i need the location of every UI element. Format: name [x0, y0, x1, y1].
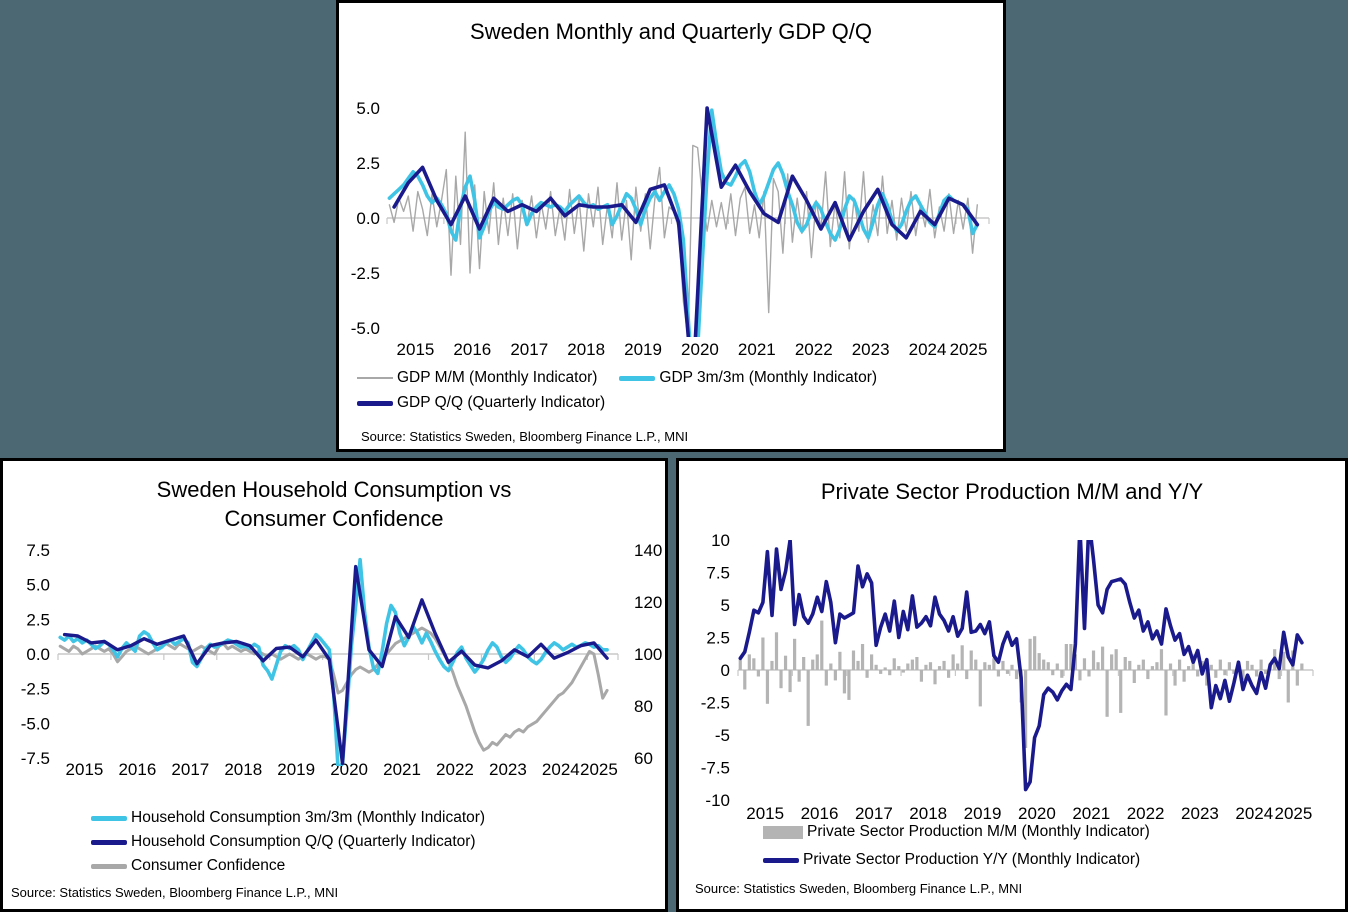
- y-axis-label: -5: [714, 726, 730, 745]
- household-chart-title: [3, 475, 665, 533]
- legend-label: Consumer Confidence: [131, 857, 286, 874]
- psp-mm-bars-bar: [1096, 662, 1099, 670]
- x-axis-label: 2016: [453, 340, 492, 359]
- production-source-note: Source: Statistics Sweden, Bloomberg Finance L.P., MNI: [695, 881, 1023, 896]
- psp-mm-bars-bar: [961, 645, 964, 670]
- psp-mm-bars-bar: [1033, 636, 1036, 670]
- legend-row: [763, 851, 1150, 869]
- y-axis-label: 2.5: [356, 154, 380, 173]
- x-axis-label: 2021: [1072, 804, 1111, 823]
- y-axis-right-label: 120: [634, 593, 663, 612]
- gdp-chart-legend: [357, 369, 877, 419]
- psp-mm-bars-bar: [1083, 658, 1086, 670]
- legend-label: GDP Q/Q (Quarterly Indicator): [397, 394, 606, 411]
- psp-mm-bars-bar: [1029, 639, 1032, 670]
- x-axis-label: 2017: [854, 804, 893, 823]
- psp-mm-bars-bar: [1160, 649, 1163, 670]
- psp-mm-bars-bar: [811, 660, 814, 670]
- psp-mm-bars-bar: [988, 665, 991, 670]
- psp-mm-bars-bar: [983, 662, 986, 670]
- psp-mm-bars-bar: [807, 670, 810, 726]
- psp-mm-bars-bar: [1119, 670, 1122, 713]
- psp-mm-bars-bar: [1196, 670, 1199, 677]
- psp-mm-bars-bar: [888, 670, 891, 675]
- psp-mm-bars-bar: [775, 632, 778, 670]
- legend-item-hc-3m3m: [91, 809, 485, 827]
- y-axis-label: -7.5: [700, 758, 730, 778]
- psp-mm-bars-bar: [893, 658, 896, 670]
- gdp-chart-title-text: Sweden Monthly and Quarterly GDP Q/Q: [470, 19, 872, 44]
- psp-mm-bars-bar: [1001, 661, 1004, 670]
- psp-mm-bars-bar: [970, 651, 973, 671]
- psp-mm-bars-bar: [1210, 665, 1213, 670]
- psp-mm-bars-bar: [852, 651, 855, 671]
- psp-mm-bars-bar: [748, 654, 751, 670]
- gdp-source-note: Source: Statistics Sweden, Bloomberg Finance L.P., MNI: [361, 429, 689, 444]
- gdp-3m3m-legend-swatch: [619, 376, 655, 381]
- psp-mm-bars-bar: [798, 670, 801, 682]
- psp-mm-bars-bar: [1056, 664, 1059, 671]
- consumer-confidence-legend-swatch: [91, 864, 127, 869]
- psp-mm-bars-bar: [1178, 660, 1181, 670]
- psp-mm-bars-bar: [1300, 664, 1303, 671]
- x-axis-label: 2024: [908, 340, 947, 359]
- psp-mm-bars-bar: [956, 664, 959, 671]
- y-axis-label: 7.5: [26, 541, 50, 560]
- psp-mm-bars-bar: [834, 670, 837, 680]
- legend-label: Private Sector Production M/M (Monthly Indicator): [807, 823, 1150, 840]
- household-chart-legend: [91, 809, 485, 875]
- psp-mm-bars-bar: [816, 654, 819, 670]
- legend-row: [91, 809, 485, 827]
- y-axis-label: 0.0: [356, 209, 380, 228]
- psp-mm-bars-bar: [1124, 657, 1127, 670]
- legend-label: Household Consumption Q/Q (Quarterly Indicator): [131, 833, 476, 850]
- y-axis-label: -2.5: [20, 679, 50, 699]
- y-axis-label: 2.5: [706, 628, 730, 648]
- psp-mm-bars-bar: [911, 660, 914, 670]
- legend-row: [91, 833, 485, 851]
- psp-mm-bars-bar: [965, 670, 968, 679]
- psp-mm-bars-bar: [1128, 661, 1131, 670]
- x-axis-label: 2025: [1274, 804, 1313, 823]
- psp-mm-bars-bar: [1296, 670, 1299, 686]
- psp-mm-bars-bar: [1051, 670, 1054, 675]
- legend-item-psp-yy: [763, 851, 1140, 869]
- psp-mm-bars-bar: [843, 670, 846, 693]
- psp-mm-bars-bar: [802, 657, 805, 670]
- psp-mm-bars-bar: [1183, 670, 1186, 682]
- legend-item-consumer-confidence: [91, 857, 285, 875]
- x-axis-label: 2017: [171, 760, 210, 779]
- psp-mm-bars-bar: [1146, 670, 1149, 679]
- psp-mm-bars-bar: [1092, 651, 1095, 671]
- y-axis-label: -2.5: [350, 264, 380, 283]
- psp-mm-bars-bar: [906, 664, 909, 671]
- psp-mm-bars-bar: [875, 665, 878, 670]
- production-chart-title: [679, 479, 1345, 505]
- psp-mm-bars-bar: [847, 670, 850, 700]
- legend-item-psp-mm: [763, 823, 1150, 841]
- psp-mm-bars-bar: [1106, 670, 1109, 717]
- psp-mm-bars-bar: [1038, 653, 1041, 670]
- legend-label: GDP 3m/3m (Monthly Indicator): [659, 369, 878, 386]
- hc-qq-legend-swatch: [91, 840, 127, 845]
- psp-mm-bars-bar: [1042, 660, 1045, 670]
- psp-mm-bars-bar: [1228, 662, 1231, 670]
- psp-mm-bars-bar: [788, 670, 791, 692]
- production-chart-plot: [679, 519, 1345, 825]
- psp-mm-bars-bar: [766, 670, 769, 704]
- household-chart-plot: [3, 533, 665, 785]
- psp-mm-bars-bar: [1115, 649, 1118, 670]
- y-axis-right-label: 80: [634, 697, 653, 716]
- psp-mm-bars-bar: [997, 670, 1000, 677]
- hc-3m3m-line: [60, 560, 607, 769]
- y-axis-label: -2.5: [700, 693, 730, 713]
- psp-yy-line: [740, 521, 1302, 790]
- y-axis-label: 5: [720, 596, 730, 615]
- psp-mm-bars-bar: [1173, 670, 1176, 686]
- psp-mm-bars-bar: [942, 661, 945, 670]
- psp-mm-bars-bar: [1187, 666, 1190, 670]
- x-axis-label: 2016: [800, 804, 839, 823]
- y-axis-right-label: 60: [634, 749, 653, 768]
- x-axis-label: 2021: [737, 340, 776, 359]
- psp-mm-bars-bar: [929, 662, 932, 670]
- y-axis-label: 10: [711, 531, 730, 550]
- legend-row: [357, 369, 877, 387]
- psp-mm-bars-bar: [1137, 665, 1140, 670]
- psp-mm-bars-bar: [974, 660, 977, 670]
- psp-mm-bars-bar: [1155, 662, 1158, 670]
- psp-mm-bars-bar: [1223, 670, 1226, 675]
- psp-mm-bars-bar: [870, 654, 873, 670]
- y-axis-right-label: 100: [634, 645, 663, 664]
- psp-mm-bars-bar: [838, 652, 841, 670]
- x-axis-label: 2018: [567, 340, 606, 359]
- gdp-mm-legend-swatch: [357, 377, 393, 380]
- psp-mm-bars-bar: [770, 661, 773, 670]
- y-axis-label: 0: [720, 661, 730, 680]
- psp-mm-bars-bar: [902, 670, 905, 673]
- panel-private-sector-production: [676, 458, 1348, 912]
- y-axis-label: 5.0: [356, 99, 380, 118]
- psp-mm-bars-bar: [1006, 670, 1009, 674]
- x-axis-label: 2023: [1181, 804, 1219, 823]
- psp-mm-bars-bar: [1010, 665, 1013, 670]
- psp-mm-bars-bar: [1219, 660, 1222, 670]
- x-axis-label: 2025: [580, 760, 618, 779]
- x-axis-label: 2020: [1017, 804, 1056, 823]
- psp-mm-bars-bar: [879, 670, 882, 674]
- psp-mm-bars-bar: [1060, 670, 1063, 678]
- psp-mm-bars-bar: [920, 670, 923, 682]
- hc-3m3m-legend-swatch: [91, 816, 127, 821]
- psp-mm-bars-bar: [757, 670, 760, 677]
- y-axis-label: -5.0: [20, 714, 50, 734]
- gdp-qq-legend-swatch: [357, 401, 393, 406]
- household-source-note: Source: Statistics Sweden, Bloomberg Finance L.P., MNI: [11, 885, 339, 900]
- y-axis-label: -7.5: [20, 749, 50, 768]
- x-axis-label: 2023: [488, 760, 527, 779]
- x-axis-label: 2022: [436, 760, 474, 779]
- legend-label: GDP M/M (Monthly Indicator): [397, 369, 598, 386]
- psp-mm-bars-bar: [1110, 654, 1113, 670]
- psp-mm-bars-bar: [915, 657, 918, 670]
- psp-mm-bars-bar: [825, 670, 828, 686]
- psp-mm-bars-bar: [752, 658, 755, 670]
- legend-label: Private Sector Production Y/Y (Monthly Indicator): [803, 851, 1141, 868]
- psp-mm-bars-bar: [952, 654, 955, 670]
- legend-row: [763, 823, 1150, 841]
- psp-mm-bars-bar: [933, 670, 936, 684]
- psp-mm-bars-bar: [1078, 670, 1081, 680]
- household-chart-title-text: Sweden Household Consumption vs Consumer Confidence: [156, 477, 512, 531]
- psp-mm-bars-bar: [1287, 670, 1290, 703]
- x-axis-label: 2021: [383, 760, 421, 779]
- gdp-chart-title: [339, 19, 1003, 45]
- y-axis-label: -10: [705, 791, 730, 810]
- psp-mm-bars-bar: [1214, 670, 1217, 678]
- x-axis-label: 2018: [909, 804, 948, 823]
- x-axis-label: 2023: [851, 340, 890, 359]
- psp-mm-bars-bar: [947, 670, 950, 678]
- x-axis-label: 2024: [541, 760, 580, 779]
- y-axis-label: 0.0: [26, 645, 50, 664]
- x-axis-label: 2024: [1235, 804, 1274, 823]
- legend-item-hc-qq: [91, 833, 476, 851]
- gdp-chart-plot: [339, 77, 1003, 365]
- x-axis-label: 2018: [224, 760, 263, 779]
- x-axis-label: 2019: [624, 340, 662, 359]
- psp-mm-bars-bar: [761, 638, 764, 671]
- y-axis-label: 2.5: [26, 610, 50, 630]
- x-axis-label: 2019: [277, 760, 316, 779]
- psp-mm-bars-bar: [1164, 670, 1167, 716]
- panel-gdp: [336, 0, 1006, 452]
- psp-yy-legend-swatch: [763, 858, 799, 863]
- psp-mm-bars-bar: [1065, 644, 1068, 670]
- legend-row: [91, 857, 485, 875]
- psp-mm-bars-bar: [1250, 665, 1253, 670]
- psp-mm-bars-bar: [829, 664, 832, 671]
- psp-mm-bars-bar: [1246, 661, 1249, 670]
- psp-mm-bars-bar: [784, 656, 787, 670]
- psp-mm-bars-bar: [861, 644, 864, 670]
- legend-item-gdp-qq: [357, 394, 605, 412]
- psp-mm-bars-bar: [1087, 670, 1090, 677]
- x-axis-label: 2022: [794, 340, 833, 359]
- psp-mm-bars-bar: [1101, 647, 1104, 670]
- psp-mm-bars-bar: [938, 666, 941, 670]
- psp-mm-bars-bar: [897, 666, 900, 670]
- psp-mm-bars-bar: [1015, 670, 1018, 679]
- x-axis-label: 2019: [963, 804, 1002, 823]
- x-axis-label: 2020: [330, 760, 369, 779]
- legend-item-gdp-mm: [357, 369, 597, 387]
- psp-mm-bars-bar: [856, 661, 859, 670]
- x-axis-label: 2022: [1126, 804, 1165, 823]
- y-axis-right-label: 140: [634, 541, 663, 560]
- psp-mm-bars-bar: [1259, 660, 1262, 670]
- legend-item-gdp-3m3m: [619, 369, 877, 387]
- y-axis-label: 5.0: [26, 575, 50, 595]
- psp-mm-bars-bar: [1142, 660, 1145, 670]
- x-axis-label: 2015: [746, 804, 785, 823]
- x-axis-label: 2016: [118, 760, 157, 779]
- x-axis-label: 2015: [65, 760, 104, 779]
- y-axis-label: 7.5: [706, 563, 730, 583]
- psp-mm-bars-bar: [739, 660, 742, 670]
- psp-mm-bars-bar: [1047, 662, 1050, 670]
- legend-row: [357, 394, 877, 412]
- psp-mm-bars-bar: [779, 670, 782, 688]
- psp-mm-bars-bar: [924, 665, 927, 670]
- x-axis-label: 2025: [949, 340, 988, 359]
- psp-mm-bars-bar: [793, 639, 796, 670]
- psp-mm-bars-bar: [1169, 664, 1172, 671]
- psp-mm-bars-bar: [1151, 666, 1154, 670]
- x-axis-label: 2020: [681, 340, 719, 359]
- production-chart-legend: [763, 823, 1150, 876]
- psp-mm-bars-bar: [1255, 670, 1258, 677]
- psp-mm-bars-bar: [743, 670, 746, 690]
- psp-mm-bars-bar: [820, 621, 823, 670]
- x-axis-label: 2015: [396, 340, 435, 359]
- psp-mm-bars-bar: [865, 670, 868, 678]
- production-chart-title-text: Private Sector Production M/M and Y/Y: [820, 479, 1204, 504]
- panel-household-consumption: [0, 458, 668, 912]
- psp-mm-bars-bar: [1278, 670, 1281, 679]
- legend-label: Household Consumption 3m/3m (Monthly Indicator): [131, 809, 486, 826]
- psp-mm-legend-swatch: [763, 826, 803, 839]
- x-axis-label: 2017: [510, 340, 549, 359]
- psp-mm-bars-bar: [979, 670, 982, 706]
- y-axis-label: -5.0: [350, 319, 380, 338]
- psp-mm-bars-bar: [884, 667, 887, 670]
- psp-mm-bars-bar: [1133, 670, 1136, 683]
